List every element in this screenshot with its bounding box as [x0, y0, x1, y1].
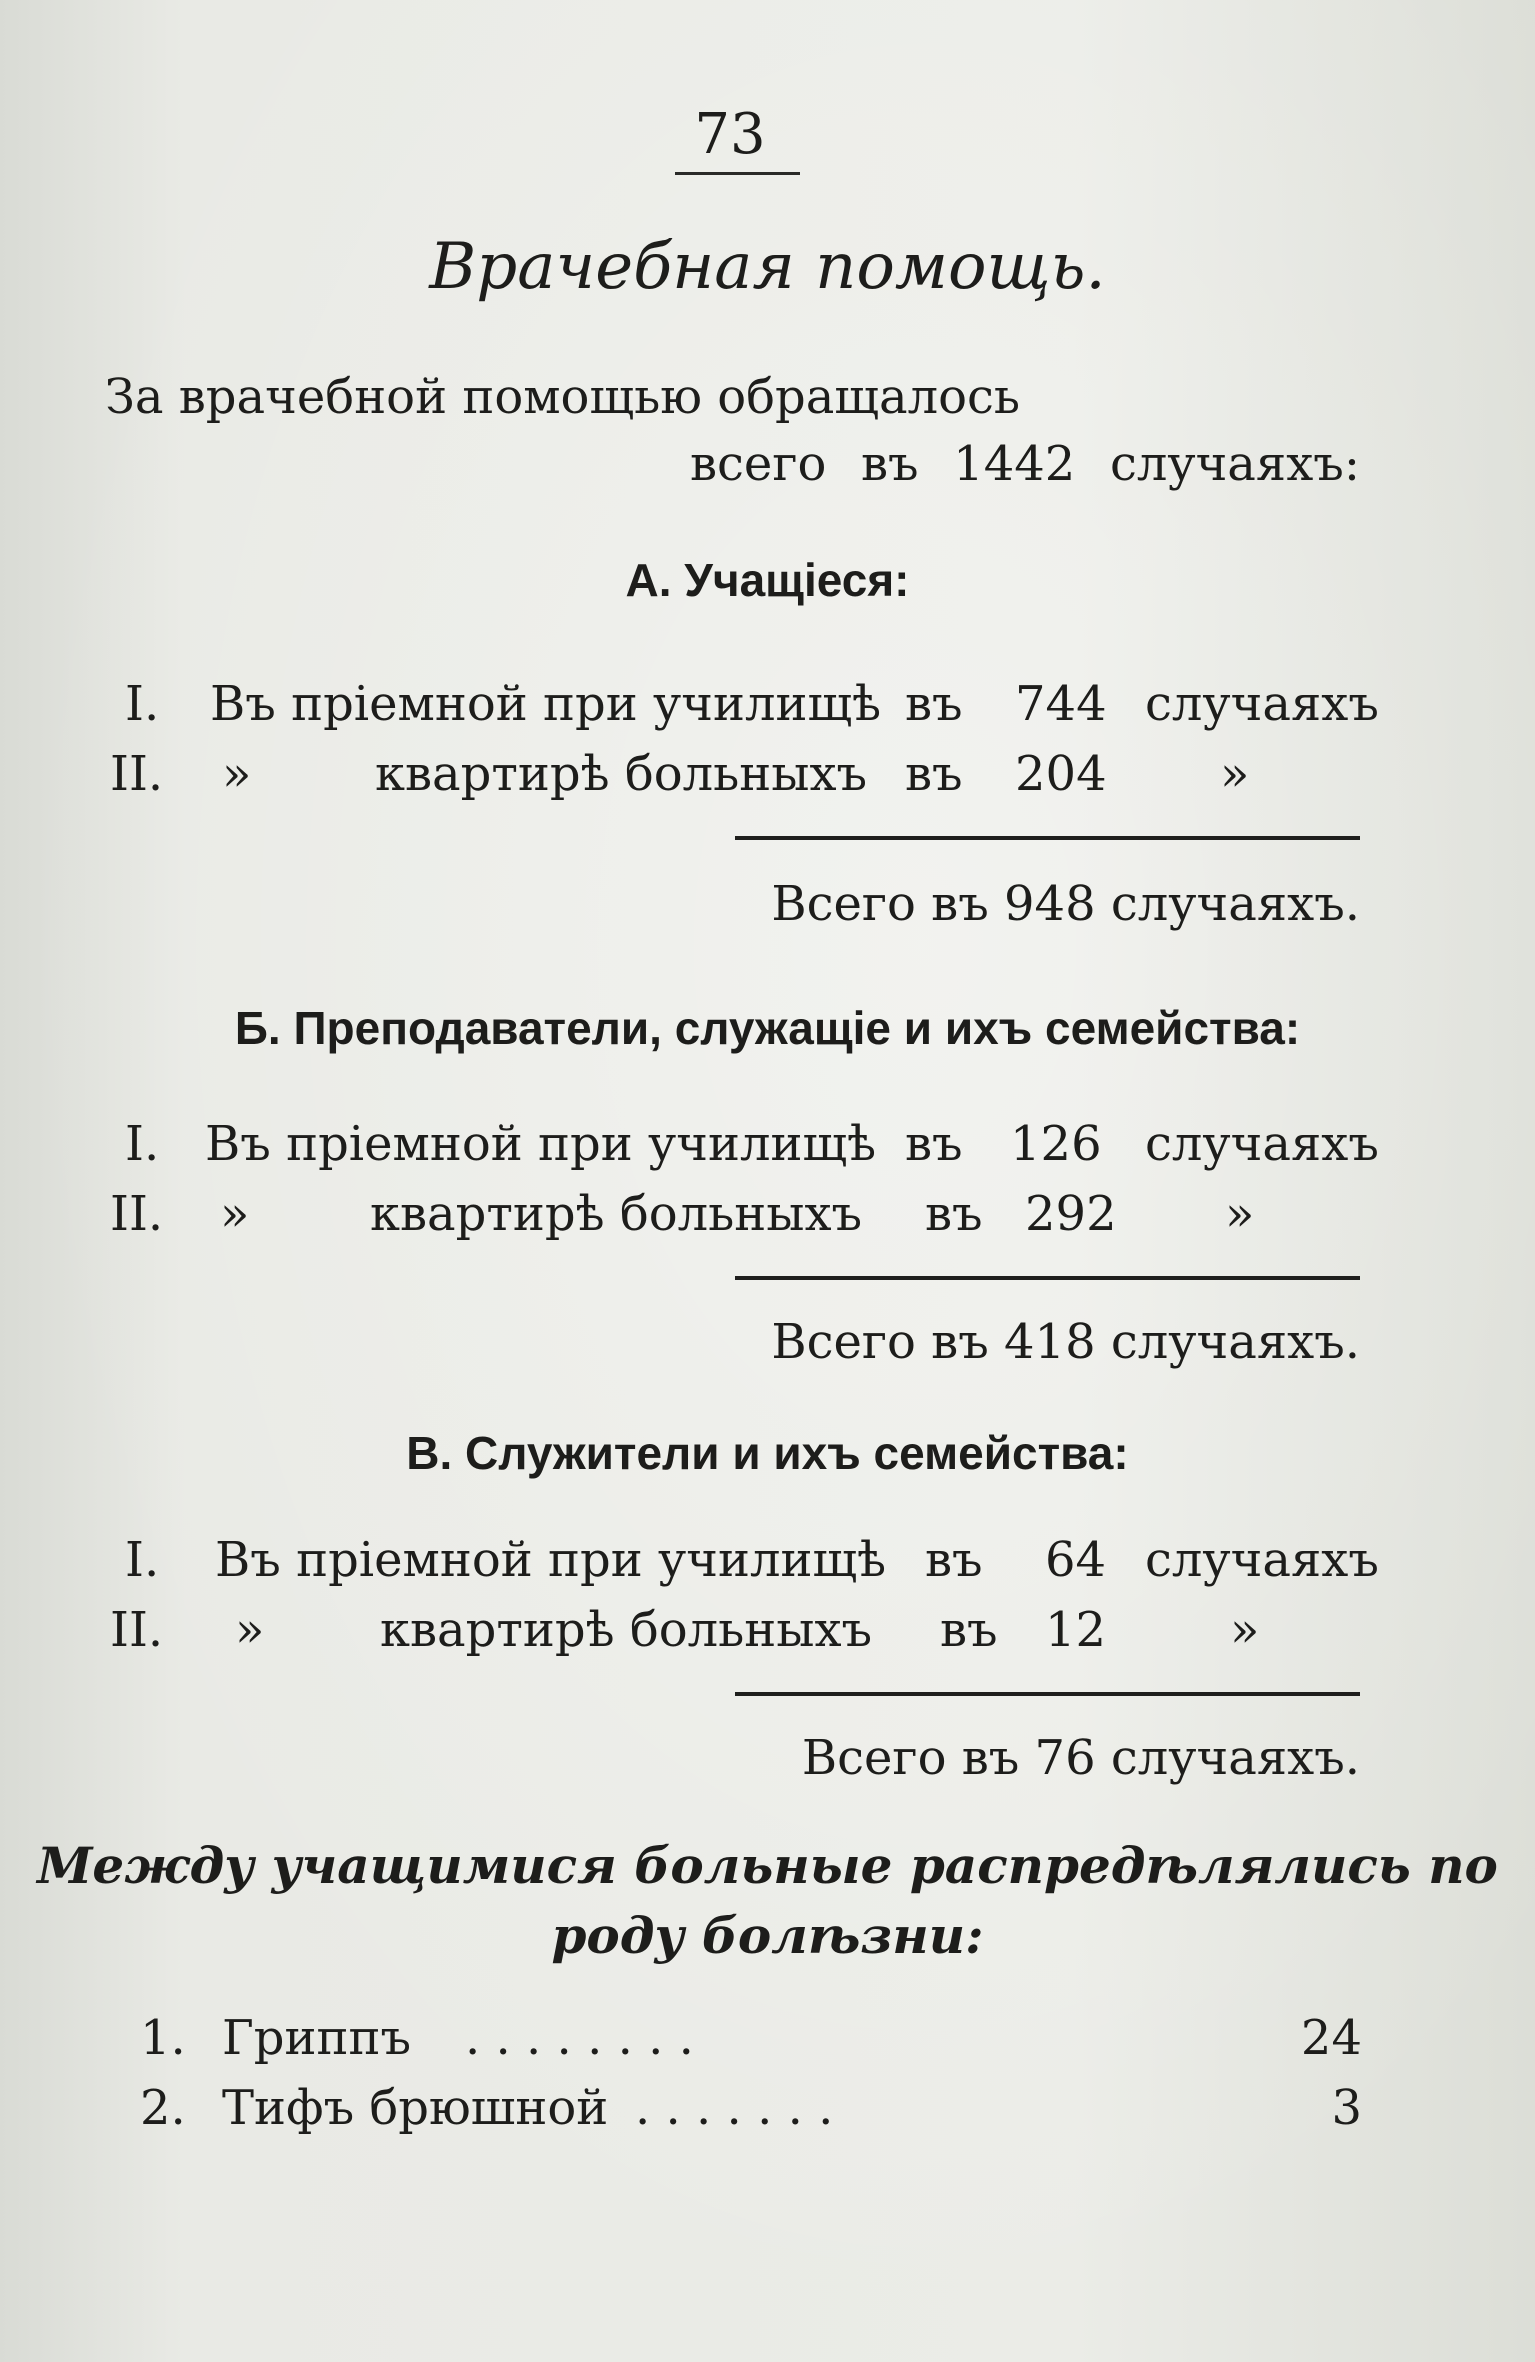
row-unit: » — [1225, 1186, 1255, 1242]
row-value: 292 — [1025, 1186, 1117, 1242]
leader-dots: . . . . . . . . — [465, 2010, 694, 2066]
row-place: Въ пріемной при училищѣ — [215, 1532, 887, 1588]
row-place: Въ пріемной при училищѣ — [210, 676, 882, 732]
page-number-rule — [675, 172, 800, 175]
row-number: II. — [110, 746, 164, 802]
row-value: 204 — [1015, 746, 1107, 802]
section-b-row-1 — [110, 1112, 1379, 1176]
row-in: въ — [905, 676, 963, 732]
intro-total — [690, 432, 1360, 496]
disease-row-2 — [140, 2076, 1362, 2140]
row-number: I. — [125, 676, 160, 732]
section-a-row-2 — [110, 742, 1360, 806]
row-number: II. — [110, 1186, 164, 1242]
row-place: Въ пріемной при училищѣ — [205, 1116, 877, 1172]
row-in: въ — [925, 1186, 983, 1242]
row-value: 126 — [1010, 1116, 1102, 1172]
disease-number: 2. — [140, 2080, 186, 2136]
row-value: 12 — [1045, 1602, 1107, 1658]
ditto-mark: » — [235, 1602, 265, 1658]
sum-rule — [735, 1692, 1360, 1696]
section-c-row-2 — [110, 1598, 1360, 1662]
row-place: квартирѣ больныхъ — [380, 1602, 873, 1658]
section-c-heading: В. Служители и ихъ семейства: — [406, 1427, 1129, 1479]
row-unit: случаяхъ — [1145, 1532, 1379, 1588]
intro-total-value: 1442 — [953, 436, 1076, 492]
ditto-mark: » — [222, 746, 252, 802]
row-unit: » — [1230, 1602, 1260, 1658]
section-c-row-1 — [110, 1528, 1379, 1592]
intro-line: За врачебной помощью обращалось — [105, 369, 1021, 425]
row-in: въ — [940, 1602, 998, 1658]
section-c-total: Всего въ 76 случаяхъ. — [801, 1730, 1360, 1786]
row-number: I. — [125, 1116, 160, 1172]
row-unit: случаяхъ — [1145, 1116, 1379, 1172]
intro-total-in: въ — [860, 436, 919, 492]
leader-dots: . . . . . . . — [635, 2080, 834, 2136]
section-b-row-2 — [110, 1182, 1360, 1246]
row-number: II. — [110, 1602, 164, 1658]
diseases-heading-line1: Между учащимися больные распредѣлялись по — [37, 1836, 1498, 1895]
section-a-heading: А. Учащіеся: — [625, 554, 910, 606]
row-in: въ — [925, 1532, 983, 1588]
row-value: 64 — [1045, 1532, 1107, 1588]
page-title: Врачебная помощь. — [429, 230, 1106, 304]
row-in: въ — [905, 1116, 963, 1172]
disease-name: Гриппъ — [222, 2010, 412, 2066]
page-number: 73 — [694, 102, 766, 167]
sum-rule — [735, 1276, 1360, 1280]
row-unit: » — [1220, 746, 1250, 802]
diseases-heading-line2: роду болѣзни: — [551, 1906, 984, 1965]
row-unit: случаяхъ — [1145, 676, 1379, 732]
section-a-total: Всего въ 948 случаяхъ. — [771, 876, 1360, 932]
row-in: въ — [905, 746, 963, 802]
disease-row-1 — [140, 2006, 1362, 2070]
section-a-row-1 — [110, 672, 1379, 736]
section-b-heading: Б. Преподаватели, служащіе и ихъ семейства: — [234, 1002, 1301, 1054]
row-number: I. — [125, 1532, 160, 1588]
row-place: квартирѣ больныхъ — [370, 1186, 863, 1242]
section-b-total: Всего въ 418 случаяхъ. — [771, 1314, 1360, 1370]
row-place: квартирѣ больныхъ — [375, 746, 868, 802]
disease-value: 3 — [1331, 2080, 1362, 2136]
sum-rule — [735, 836, 1360, 840]
ditto-mark: » — [220, 1186, 250, 1242]
disease-number: 1. — [140, 2010, 186, 2066]
disease-name: Тифъ брюшной — [222, 2080, 609, 2136]
row-value: 744 — [1015, 676, 1107, 732]
disease-value: 24 — [1300, 2010, 1362, 2066]
intro-total-prefix: всего — [690, 436, 827, 492]
intro-total-suffix: случаяхъ: — [1109, 436, 1360, 492]
